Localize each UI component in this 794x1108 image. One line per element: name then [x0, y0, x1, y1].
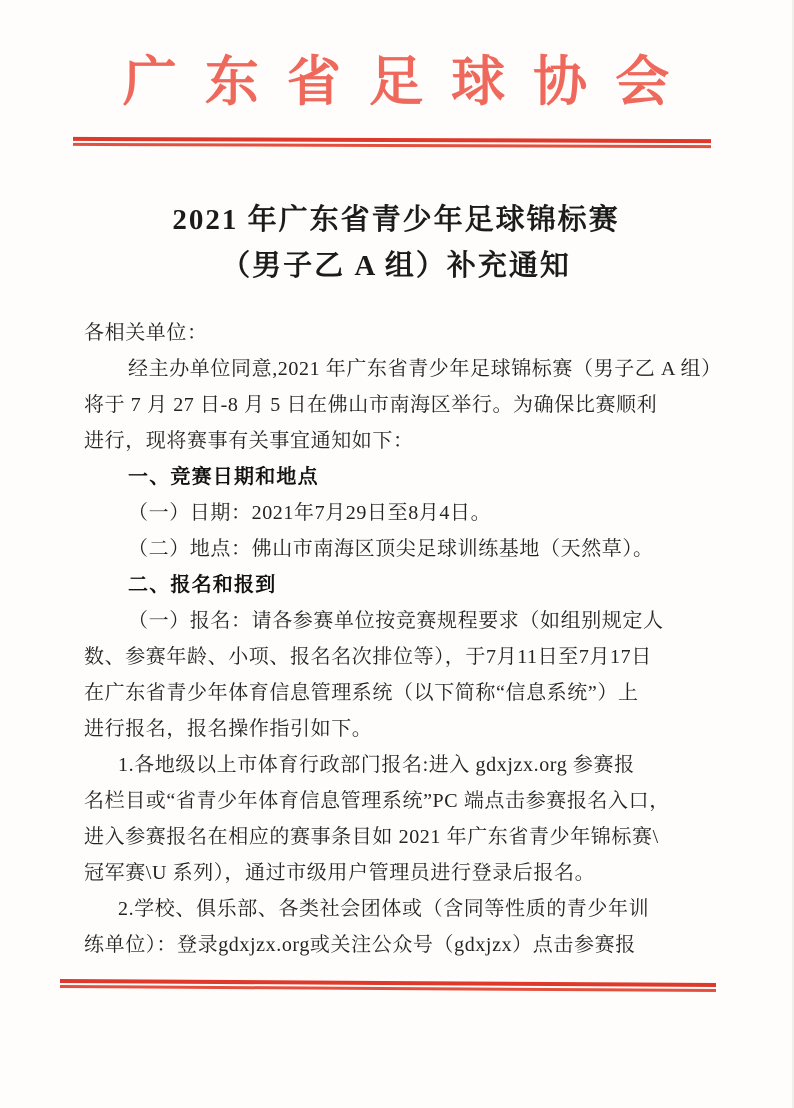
registration-step-1-line-2: 名栏目或“省青少年体育信息管理系统”PC 端点击参赛报名入口，: [84, 790, 670, 812]
footer-divider-rule: [60, 979, 716, 992]
registration-step-1-line-4: 冠军赛\U 系列），通过市级用户管理员进行登录后报名。: [84, 862, 596, 884]
section-2-registration-line-4: 进行报名，报名操作指引如下。: [84, 718, 373, 740]
registration-step-2-line-2: 练单位）：登录gdxjzx.org或关注公众号（gdxjzx）点击参赛报: [84, 934, 636, 956]
document-title: [0, 197, 792, 289]
section-2-registration-line-2: 数、参赛年龄、小项、报名名次排位等），于7月11日至7月17日: [84, 646, 652, 668]
section-2-registration-line-1: （一）报名：请各参赛单位按竞赛规程要求（如组别规定人: [128, 610, 664, 632]
document-title-line-2: （男子乙 A 组）补充通知: [221, 250, 571, 282]
intro-line-3: 进行，现将赛事有关事宜通知如下：: [84, 430, 414, 452]
salutation: 各相关单位：: [84, 322, 208, 344]
registration-step-1-line-3: 进入参赛报名在相应的赛事条目如 2021 年广东省青少年锦标赛\: [84, 826, 659, 848]
section-2-registration-line-3: 在广东省青少年体育信息管理系统（以下简称“信息系统”）上: [84, 682, 639, 704]
letterhead-org-name: 广东省足球协会: [122, 52, 698, 112]
section-1-venue-line: （二）地点：佛山市南海区顶尖足球训练基地（天然草）。: [128, 538, 654, 560]
document-body: [84, 315, 722, 963]
registration-step-2-line-1: 2.学校、俱乐部、各类社会团体或（含同等性质的青少年训: [118, 898, 650, 920]
section-2-heading: 二、报名和报到: [128, 574, 277, 596]
section-1-date-line: （一）日期：2021年7月29日至8月4日。: [128, 502, 492, 524]
document-title-line-1: 2021 年广东省青少年足球锦标赛: [172, 204, 620, 236]
section-1-heading: 一、竞赛日期和地点: [128, 466, 319, 488]
letterhead-divider-rule: [73, 137, 711, 148]
registration-step-1-line-1: 1.各地级以上市体育行政部门报名:进入 gdxjzx.org 参赛报: [118, 754, 635, 776]
intro-line-1: 经主办单位同意,2021 年广东省青少年足球锦标赛（男子乙 A 组）: [128, 358, 722, 380]
intro-line-2: 将于 7 月 27 日-8 月 5 日在佛山市南海区举行。为确保比赛顺利: [84, 394, 658, 416]
